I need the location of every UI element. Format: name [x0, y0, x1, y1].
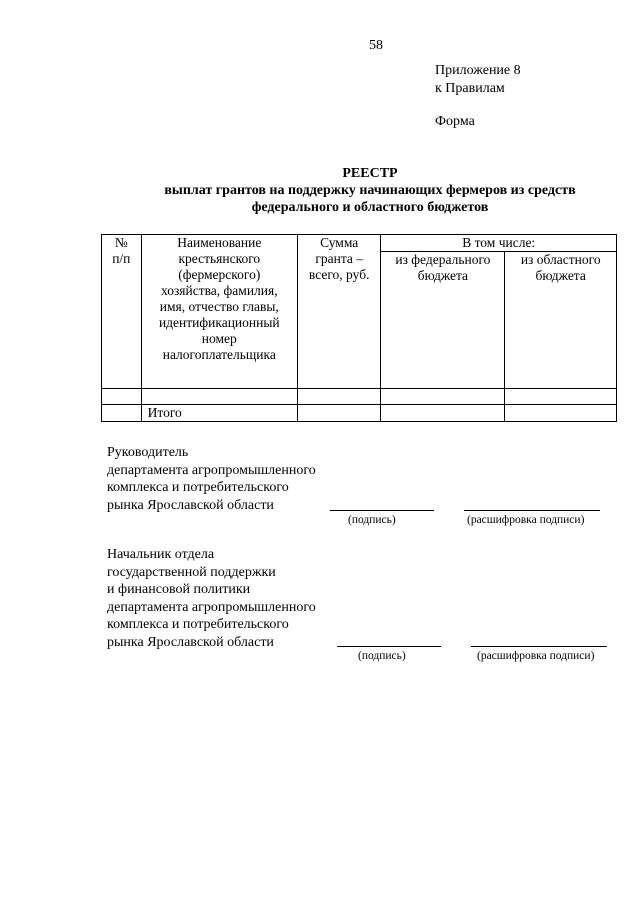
header-text-line: номер: [201, 331, 237, 346]
signer-line: департамента агропромышленного: [107, 462, 316, 478]
table-cell: [381, 405, 505, 422]
signer-title-2: [107, 546, 316, 651]
header-text-line: бюджета: [535, 268, 586, 283]
document-title: РЕЕСТР: [342, 166, 398, 181]
table-cell: [505, 405, 617, 422]
signer-line: Начальник отдела: [107, 547, 215, 562]
total-label: Итого: [141, 405, 297, 422]
signer-line: государственной поддержки: [107, 564, 276, 580]
header-farm-name: [141, 235, 297, 389]
total-row: [102, 405, 617, 422]
appendix-rules-line: к Правилам: [435, 81, 505, 96]
signer-line: комплекса и потребительского: [107, 617, 289, 632]
header-text-line: бюджета: [417, 268, 469, 283]
header-text-line: Сумма: [320, 235, 359, 250]
signature-caption: (подпись): [348, 514, 396, 526]
header-text-line: из федерального: [395, 252, 491, 267]
table-cell: [297, 389, 380, 405]
header-text-line: гранта –: [315, 251, 364, 266]
signature-decode-caption: (расшифровка подписи): [477, 650, 595, 662]
appendix-line: Приложение 8: [435, 63, 521, 78]
table-cell: [505, 389, 617, 405]
signature-caption: (подпись): [358, 650, 406, 662]
header-text-line: хозяйства, фамилия,: [160, 283, 278, 298]
document-subtitle-line2: федерального и областного бюджетов: [251, 200, 489, 215]
signer-line: и финансовой политики: [107, 582, 251, 597]
table-cell: [102, 389, 142, 405]
header-number-abbr: п/п: [112, 251, 131, 266]
table-cell: [381, 389, 505, 405]
table-cell: [102, 405, 142, 422]
signer-line: Руководитель: [107, 445, 189, 460]
signature-decode-line: [471, 646, 607, 647]
signer-line: рынка Ярославской области: [107, 634, 274, 650]
table-row: [102, 389, 617, 405]
header-text-line: имя, отчество главы,: [159, 299, 279, 314]
signature-line: [330, 510, 434, 511]
signer-line: рынка Ярославской области: [107, 497, 274, 513]
header-grant-sum: [297, 235, 380, 389]
registry-table: [101, 234, 617, 422]
header-including: В том числе:: [381, 235, 617, 252]
header-text-line: Наименование: [177, 235, 262, 250]
document-subtitle-line1: выплат грантов на поддержку начинающих фермеров из средств: [164, 183, 576, 198]
header-text-line: налогоплательщика: [162, 347, 276, 362]
signature-line: [337, 646, 441, 647]
appendix-reference: [435, 62, 521, 98]
header-number: [102, 235, 142, 389]
header-regional-budget: [505, 252, 617, 389]
signer-title-1: [107, 444, 316, 514]
table-cell: [297, 405, 380, 422]
signature-decode-caption: (расшифровка подписи): [467, 514, 585, 526]
signer-line: департамента агропромышленного: [107, 599, 316, 615]
page-number: 58: [369, 38, 383, 53]
header-text-line: идентификационный: [158, 315, 280, 330]
header-text-line: всего, руб.: [308, 267, 370, 282]
signature-decode-line: [464, 510, 600, 511]
header-text-line: (фермерского): [178, 267, 261, 282]
header-number-sign: №: [114, 235, 128, 250]
header-federal-budget: [381, 252, 505, 389]
form-label: Форма: [435, 114, 475, 129]
table-cell: [141, 389, 297, 405]
header-text-line: из областного: [520, 252, 601, 267]
header-text-line: крестьянского: [178, 251, 261, 266]
signer-line: комплекса и потребительского: [107, 480, 289, 495]
